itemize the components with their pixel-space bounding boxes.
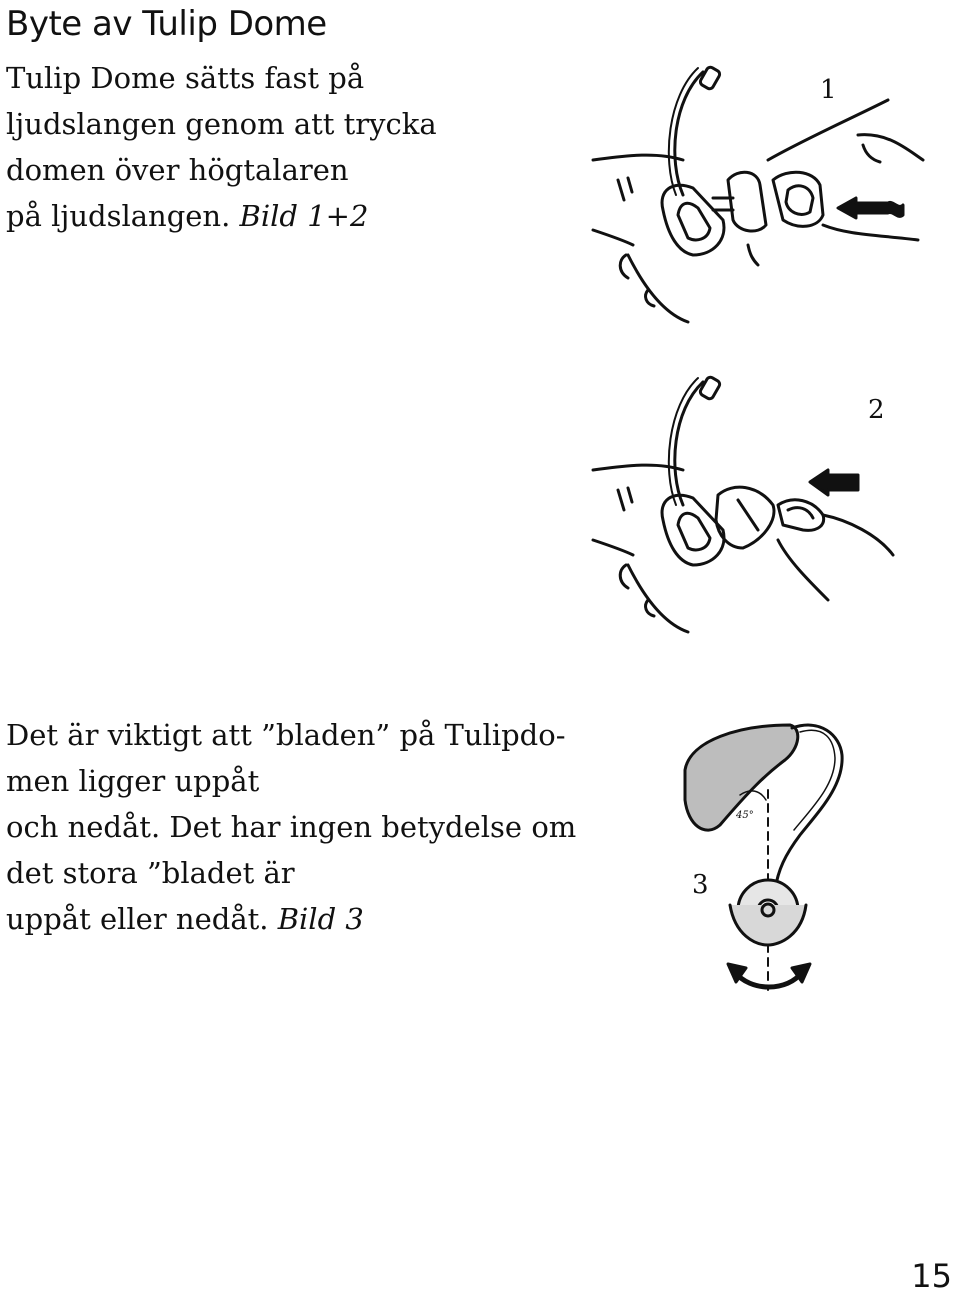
text-line: domen över högtalaren [6,153,349,187]
text-line: ljudslangen genom att trycka [6,107,437,141]
text-line: det stora ”bladet är [6,856,295,890]
figure-1 [588,60,928,325]
figure-number: 3 [692,870,709,900]
instruction-paragraph-2 [6,712,606,942]
text-line: men ligger uppåt [6,764,260,798]
figure-number: 1 [820,75,837,105]
figure-3 [680,710,860,1010]
fingers-pushing-dome-onto-speaker-icon [588,60,928,325]
text-line: Tulip Dome sätts fast på [6,61,365,95]
figure-2 [588,370,928,635]
text-line-content: uppåt eller nedåt. [6,902,269,936]
text-line-content: på ljudslangen. [6,199,231,233]
page-number: 15 [911,1257,952,1295]
figure-reference: Bild 1+2 [239,199,369,233]
hearing-aid-dome-orientation-icon [680,710,860,1010]
text-line [6,896,606,942]
angle-label: 45° [736,810,754,821]
figure-reference: Bild 3 [277,902,364,936]
text-line: och nedåt. Det har ingen betydelse om [6,810,577,844]
instruction-paragraph-1 [6,55,566,239]
text-line [6,193,566,239]
page-heading: Byte av Tulip Dome [6,4,327,44]
text-line: Det är viktigt att ”bladen” på Tulipdo- [6,718,566,752]
figure-number: 2 [868,395,885,425]
